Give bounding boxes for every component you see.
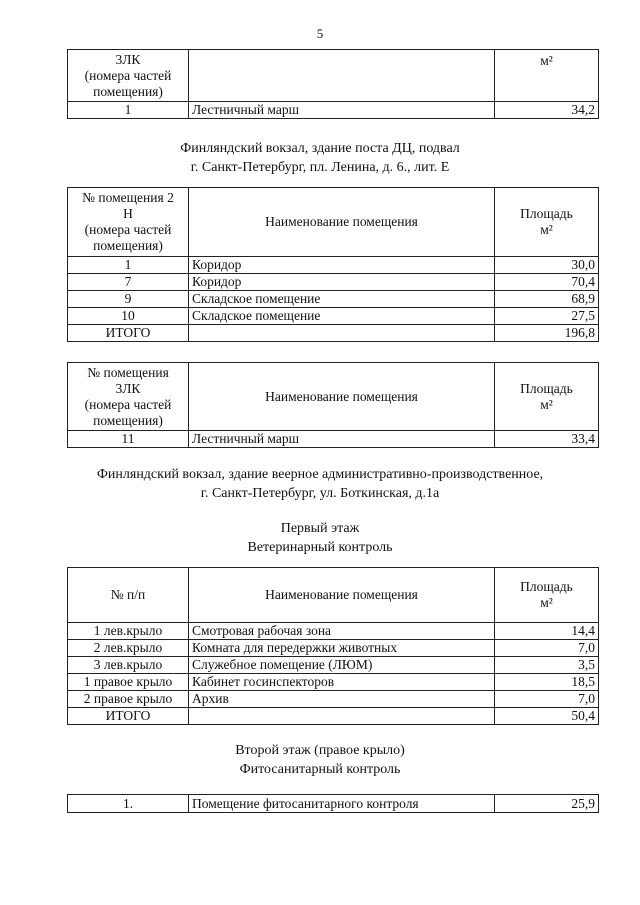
table-total-row <box>68 325 599 342</box>
total-name-empty <box>189 325 495 342</box>
table-row <box>68 795 599 813</box>
table-row <box>68 308 599 325</box>
column-header-room-number: № помещения 2 Н (номера частей помещения) <box>68 188 189 257</box>
room-name: Комната для передержки животных <box>189 640 495 657</box>
section-heading-dc-post <box>0 139 640 177</box>
heading-line: Второй этаж (правое крыло) <box>235 743 405 758</box>
room-number: 2 правое крыло <box>68 691 189 708</box>
column-header-area-unit: м² <box>495 50 599 102</box>
table-row <box>68 691 599 708</box>
total-area: 196,8 <box>495 325 599 342</box>
room-area: 68,9 <box>495 291 599 308</box>
column-header-name-empty <box>189 50 495 102</box>
table-row <box>68 640 599 657</box>
room-number: 7 <box>68 274 189 291</box>
room-number: 10 <box>68 308 189 325</box>
room-number: 1 <box>68 257 189 274</box>
room-number: 1. <box>68 795 189 813</box>
room-area: 27,5 <box>495 308 599 325</box>
area-label: Площадь <box>520 579 573 594</box>
area-label: Площадь <box>520 380 573 396</box>
total-label: ИТОГО <box>68 708 189 725</box>
area-unit: м² <box>540 222 553 237</box>
room-number: 1 лев.крыло <box>68 623 189 640</box>
room-number: 1 <box>68 102 189 119</box>
room-area: 3,5 <box>495 657 599 674</box>
column-header-room-number: 3ЛК (номера частей помещения) <box>68 50 189 102</box>
page-number: 5 <box>316 26 324 41</box>
section-heading-second-floor <box>0 741 640 779</box>
column-header-room-name: Наименование помещения <box>189 188 495 257</box>
room-area: 18,5 <box>495 674 599 691</box>
total-area: 50,4 <box>495 708 599 725</box>
area-unit: м² <box>540 595 553 610</box>
heading-line: Фитосанитарный контроль <box>239 762 401 777</box>
column-header-item-number: № п/п <box>68 568 189 623</box>
room-area: 7,0 <box>495 691 599 708</box>
column-header-room-name: Наименование помещения <box>189 363 495 431</box>
room-number: 9 <box>68 291 189 308</box>
room-area: 7,0 <box>495 640 599 657</box>
heading-line: г. Санкт-Петербург, пл. Ленина, д. 6., лит. Е <box>190 160 450 175</box>
table-row <box>68 431 599 448</box>
room-name: Лестничный марш <box>189 102 495 119</box>
table-veterinary-control <box>67 567 599 725</box>
room-area: 30,0 <box>495 257 599 274</box>
room-name: Складское помещение <box>189 308 495 325</box>
room-name: Смотровая рабочая зона <box>189 623 495 640</box>
table-row <box>68 657 599 674</box>
room-number: 1 правое крыло <box>68 674 189 691</box>
heading-line: Финляндский вокзал, здание веерное административно-производственное, <box>96 467 544 482</box>
table-row <box>68 291 599 308</box>
room-area: 70,4 <box>495 274 599 291</box>
room-name: Помещение фитосанитарного контроля <box>189 795 495 813</box>
heading-line: Первый этаж <box>280 521 360 536</box>
heading-line: Ветеринарный контроль <box>247 540 393 555</box>
room-number: 3 лев.крыло <box>68 657 189 674</box>
area-unit: м² <box>540 396 553 412</box>
area-label: Площадь <box>520 206 573 221</box>
section-heading-fan-building <box>0 465 640 503</box>
room-number: 2 лев.крыло <box>68 640 189 657</box>
room-area: 34,2 <box>495 102 599 119</box>
total-label: ИТОГО <box>68 325 189 342</box>
room-number: 11 <box>68 431 189 448</box>
room-name: Лестничный марш <box>189 431 495 448</box>
table-total-row <box>68 708 599 725</box>
heading-line: г. Санкт-Петербург, ул. Боткинская, д.1а <box>200 486 440 501</box>
table-3lk-stairs <box>67 362 599 448</box>
section-heading-first-floor <box>0 519 640 557</box>
table-row <box>68 257 599 274</box>
column-header-area <box>495 188 599 257</box>
room-name: Служебное помещение (ЛЮМ) <box>189 657 495 674</box>
column-header-room-number: № помещения 3ЛК (номера частей помещения) <box>68 363 189 431</box>
table-phytosanitary-control <box>67 794 599 813</box>
room-name: Коридор <box>189 274 495 291</box>
column-header-area <box>495 568 599 623</box>
room-area: 33,4 <box>495 431 599 448</box>
room-name: Коридор <box>189 257 495 274</box>
room-area: 14,4 <box>495 623 599 640</box>
total-name-empty <box>189 708 495 725</box>
table-row <box>68 674 599 691</box>
table-row <box>68 102 599 119</box>
table-row <box>68 274 599 291</box>
column-header-room-name: Наименование помещения <box>189 568 495 623</box>
room-name: Складское помещение <box>189 291 495 308</box>
room-name: Кабинет госинспекторов <box>189 674 495 691</box>
column-header-area <box>495 363 599 431</box>
table-row <box>68 623 599 640</box>
room-name: Архив <box>189 691 495 708</box>
table-dc-post-basement <box>67 187 599 342</box>
heading-line: Финляндский вокзал, здание поста ДЦ, подвал <box>180 141 460 156</box>
table-3lk-continuation <box>67 49 599 119</box>
room-area: 25,9 <box>495 795 599 813</box>
